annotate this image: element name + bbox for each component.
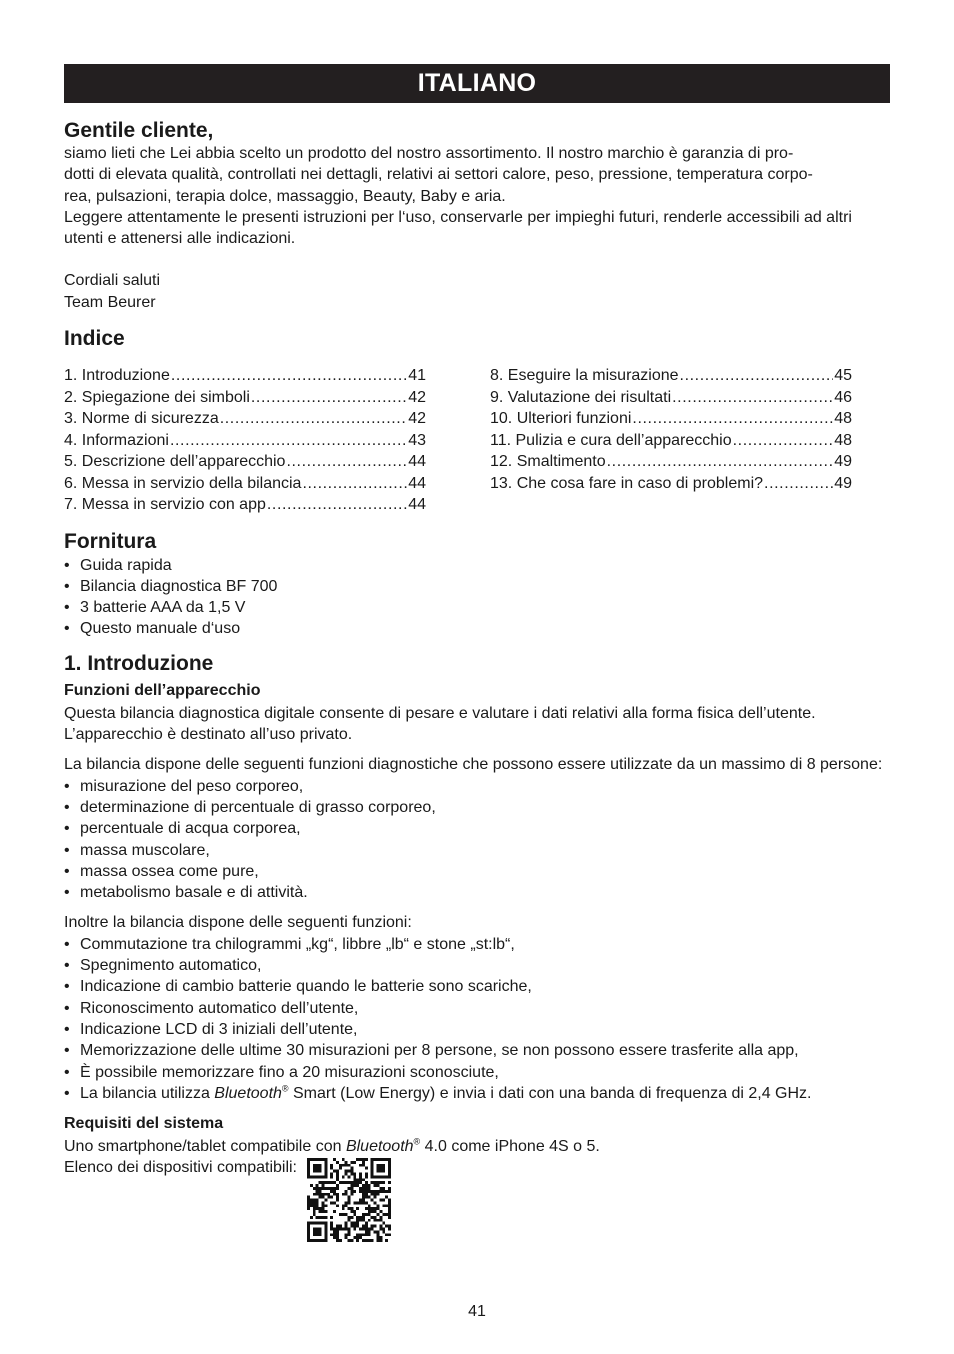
req-prefix: Uno smartphone/tablet compatibile con — [64, 1138, 346, 1156]
toc-entry[interactable] — [490, 451, 852, 473]
toc-column-left — [64, 365, 426, 516]
toc-entry-page: 44 — [408, 496, 426, 514]
toc-leader-dots — [170, 430, 407, 452]
toc-entry[interactable] — [64, 451, 426, 473]
toc-leader-dots — [632, 408, 833, 430]
list-item: • metabolismo basale e di attività. — [64, 882, 890, 903]
greeting-line-3: rea, pulsazioni, terapia dolce, massaggio, Beauty, Baby e aria. — [64, 187, 506, 205]
toc-entry-label: 13. Che cosa fare in caso di problemi? — [490, 474, 764, 492]
list-item: • misurazione del peso corporeo, — [64, 776, 890, 797]
toc-entry[interactable] — [64, 430, 426, 452]
further-intro: Inoltre la bilancia dispone delle seguenti funzioni: — [64, 914, 412, 932]
toc-entry[interactable] — [490, 473, 852, 495]
toc-entry[interactable] — [490, 365, 852, 387]
toc-entry-label: 11. Pulizia e cura dell’apparecchio — [490, 431, 732, 449]
list-item: • percentuale di acqua corporea, — [64, 818, 890, 839]
toc-entry-label: 4. Informazioni — [64, 431, 169, 449]
bt-suffix: Smart (Low Energy) e invia i dati con una banda di frequenza di 2,4 GHz. — [288, 1084, 812, 1102]
list-item: • 3 batterie AAA da 1,5 V — [64, 597, 890, 618]
list-item: • Indicazione di cambio batterie quando le batterie sono scariche, — [64, 976, 890, 997]
toc-entry[interactable] — [64, 387, 426, 409]
toc-entry-label: 10. Ulteriori funzioni — [490, 410, 632, 428]
toc-entry-label: 3. Norme di sicurezza — [64, 410, 219, 428]
toc-entry-label: 6. Messa in servizio della bilancia — [64, 474, 302, 492]
req-suffix: 4.0 come iPhone 4S o 5. — [420, 1138, 600, 1156]
toc-entry[interactable] — [64, 408, 426, 430]
list-item: • Memorizzazione delle ultime 30 misurazioni per 8 persone, se non possono essere trasferite alla app, — [64, 1040, 890, 1061]
requirements-subheading: Requisiti del sistema — [64, 1115, 224, 1133]
list-item: • Indicazione LCD di 3 iniziali dell’utente, — [64, 1019, 890, 1040]
toc-entry-page: 49 — [834, 474, 852, 492]
greeting-paragraph-1 — [64, 143, 890, 207]
toc-entry[interactable] — [64, 365, 426, 387]
toc-entry-label: 8. Eseguire la misurazione — [490, 367, 679, 385]
toc-leader-dots — [680, 365, 834, 387]
toc-leader-dots — [171, 365, 407, 387]
greeting-heading: Gentile cliente, — [64, 119, 214, 142]
toc-entry-label: 7. Messa in servizio con app — [64, 496, 266, 514]
toc-leader-dots — [220, 408, 407, 430]
toc-leader-dots — [607, 451, 834, 473]
toc-entry[interactable] — [64, 473, 426, 495]
toc-column-right — [490, 365, 852, 516]
bt-brand: Bluetooth — [214, 1084, 282, 1102]
list-item: • massa muscolare, — [64, 840, 890, 861]
toc-entry-page: 42 — [408, 410, 426, 428]
greeting-signature: Team Beurer — [64, 293, 156, 311]
toc-entry-label: 5. Descrizione dell’apparecchio — [64, 453, 286, 471]
manual-page — [64, 64, 890, 1242]
list-item: • Bilancia diagnostica BF 700 — [64, 576, 890, 597]
toc-entry-page: 44 — [408, 453, 426, 471]
compatible-devices-row — [64, 1157, 890, 1242]
toc-entry-label: 2. Spiegazione dei simboli — [64, 388, 250, 406]
intro-heading: 1. Introduzione — [64, 651, 214, 675]
table-of-contents — [64, 365, 890, 516]
toc-entry-page: 41 — [408, 367, 426, 385]
toc-entry[interactable] — [490, 387, 852, 409]
toc-leader-dots — [251, 387, 407, 409]
diagnostic-list — [64, 776, 890, 904]
toc-leader-dots — [733, 430, 834, 452]
toc-entry[interactable] — [490, 408, 852, 430]
list-item: • Guida rapida — [64, 555, 890, 576]
list-item: • Spegnimento automatico, — [64, 955, 890, 976]
list-item: • Questo manuale d‘uso — [64, 618, 890, 639]
toc-leader-dots — [302, 473, 407, 495]
toc-entry[interactable] — [64, 494, 426, 516]
list-item: • determinazione di percentuale di grasso corporeo, — [64, 797, 890, 818]
toc-entry-page: 43 — [408, 431, 426, 449]
greeting-paragraph-2: Leggere attentamente le presenti istruzioni per l‘uso, conservarle per impieghi futuri, renderle accessibili ad altri utenti e attenersi alle indicazioni. — [64, 208, 852, 248]
greeting-line-2: dotti di elevata qualità, controllati nei dettagli, relativi ai settori calore, peso, pressione, temperatura corpo- — [64, 166, 813, 184]
further-functions-list — [64, 934, 890, 1083]
compatible-devices-label: Elenco dei dispositivi compatibili: — [64, 1159, 297, 1177]
toc-entry-page: 49 — [834, 453, 852, 471]
toc-entry-page: 45 — [834, 367, 852, 385]
req-brand: Bluetooth — [345, 1138, 414, 1156]
toc-leader-dots — [286, 451, 407, 473]
requirements-text — [64, 1136, 890, 1157]
qr-code-image[interactable] — [307, 1158, 391, 1242]
functions-text: Questa bilancia diagnostica digitale consente di pesare e valutare i dati relativi alla forma fisica dell’utente. L’apparecchio è destinato all’uso privato. — [64, 704, 816, 744]
page-number: 41 — [468, 1303, 486, 1320]
bt-reg: ® — [281, 1083, 289, 1094]
toc-entry-page: 42 — [408, 388, 426, 406]
toc-entry-page: 48 — [834, 410, 852, 428]
toc-entry-label: 1. Introduzione — [64, 367, 170, 385]
toc-entry-label: 12. Smaltimento — [490, 453, 606, 471]
fornitura-heading: Fornitura — [64, 529, 157, 553]
banner-title: ITALIANO — [417, 69, 537, 97]
toc-entry-label: 9. Valutazione dei risultati — [490, 388, 672, 406]
toc-heading: Indice — [64, 327, 125, 351]
list-item — [64, 1083, 890, 1104]
list-item: • Riconoscimento automatico dell’utente, — [64, 998, 890, 1019]
toc-leader-dots — [672, 387, 833, 409]
toc-leader-dots — [764, 473, 833, 495]
req-reg: ® — [413, 1136, 421, 1147]
greeting-line-1: siamo lieti che Lei abbia scelto un prodotto del nostro assortimento. Il nostro marchio è garanzia di pro- — [64, 145, 794, 162]
list-item: • Commutazione tra chilogrammi „kg“, libbre „lb“ e stone „st:lb“, — [64, 934, 890, 955]
toc-entry-page: 46 — [834, 388, 852, 406]
toc-entry-page: 48 — [834, 431, 852, 449]
list-item: • È possibile memorizzare fino a 20 misurazioni sconosciute, — [64, 1062, 890, 1083]
toc-entry-page: 44 — [408, 474, 426, 492]
fornitura-list — [64, 555, 890, 640]
toc-leader-dots — [267, 494, 407, 516]
bluetooth-list — [64, 1083, 890, 1104]
functions-subheading: Funzioni dell’apparecchio — [64, 681, 261, 699]
toc-entry[interactable] — [490, 430, 852, 452]
greeting-closing: Cordiali saluti — [64, 272, 161, 290]
list-item: • massa ossea come pure, — [64, 861, 890, 882]
bt-prefix: La bilancia utilizza — [80, 1084, 215, 1102]
language-banner — [64, 64, 890, 103]
diagnostic-intro: La bilancia dispone delle seguenti funzioni diagnostiche che possono essere utilizzate da un massimo di 8 persone: — [64, 756, 883, 774]
